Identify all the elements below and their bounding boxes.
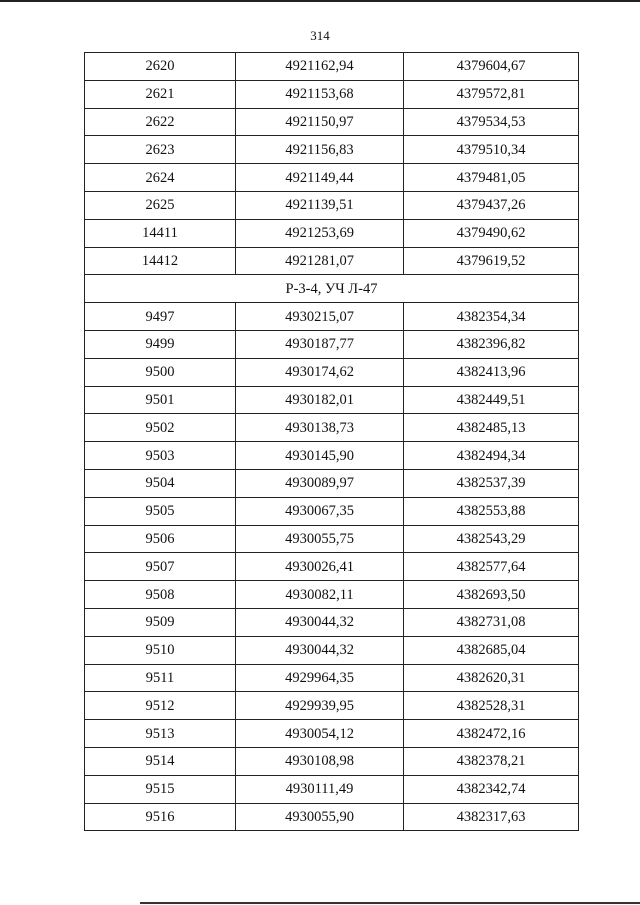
table-row xyxy=(85,469,579,497)
section-title: Р-3-4, УЧ Л-47 xyxy=(85,275,579,303)
y-coordinate-cell: 4382472,16 xyxy=(404,720,579,748)
table-row xyxy=(85,720,579,748)
table-row xyxy=(85,303,579,331)
table-row xyxy=(85,553,579,581)
x-coordinate-cell: 4921281,07 xyxy=(236,247,404,275)
y-coordinate-cell: 4382396,82 xyxy=(404,330,579,358)
point-number-cell: 9504 xyxy=(85,469,236,497)
table-body-top xyxy=(85,53,579,275)
y-coordinate-cell: 4382553,88 xyxy=(404,497,579,525)
y-coordinate-cell: 4382731,08 xyxy=(404,608,579,636)
point-number-cell: 2623 xyxy=(85,136,236,164)
point-number-cell: 2625 xyxy=(85,191,236,219)
point-number-cell: 9508 xyxy=(85,581,236,609)
y-coordinate-cell: 4382342,74 xyxy=(404,775,579,803)
y-coordinate-cell: 4382494,34 xyxy=(404,442,579,470)
y-coordinate-cell: 4379481,05 xyxy=(404,164,579,192)
table-row xyxy=(85,80,579,108)
y-coordinate-cell: 4382543,29 xyxy=(404,525,579,553)
x-coordinate-cell: 4930054,12 xyxy=(236,720,404,748)
point-number-cell: 9510 xyxy=(85,636,236,664)
x-coordinate-cell: 4930055,90 xyxy=(236,803,404,831)
x-coordinate-cell: 4930215,07 xyxy=(236,303,404,331)
y-coordinate-cell: 4379534,53 xyxy=(404,108,579,136)
table-row xyxy=(85,608,579,636)
point-number-cell: 14411 xyxy=(85,219,236,247)
y-coordinate-cell: 4382620,31 xyxy=(404,664,579,692)
table-row xyxy=(85,775,579,803)
table-body-bottom xyxy=(85,303,579,831)
table-section-header xyxy=(85,275,579,303)
x-coordinate-cell: 4921253,69 xyxy=(236,219,404,247)
table-row xyxy=(85,497,579,525)
table-row xyxy=(85,803,579,831)
table-row xyxy=(85,136,579,164)
x-coordinate-cell: 4929939,95 xyxy=(236,692,404,720)
point-number-cell: 9514 xyxy=(85,747,236,775)
y-coordinate-cell: 4382354,34 xyxy=(404,303,579,331)
y-coordinate-cell: 4379510,34 xyxy=(404,136,579,164)
point-number-cell: 9507 xyxy=(85,553,236,581)
point-number-cell: 9502 xyxy=(85,414,236,442)
point-number-cell: 2621 xyxy=(85,80,236,108)
table-row xyxy=(85,330,579,358)
point-number-cell: 9515 xyxy=(85,775,236,803)
table-row xyxy=(85,358,579,386)
y-coordinate-cell: 4382537,39 xyxy=(404,469,579,497)
x-coordinate-cell: 4921156,83 xyxy=(236,136,404,164)
point-number-cell: 14412 xyxy=(85,247,236,275)
point-number-cell: 9501 xyxy=(85,386,236,414)
x-coordinate-cell: 4921162,94 xyxy=(236,53,404,81)
table-row xyxy=(85,414,579,442)
bottom-border-line xyxy=(140,902,640,904)
point-number-cell: 9509 xyxy=(85,608,236,636)
point-number-cell: 9497 xyxy=(85,303,236,331)
y-coordinate-cell: 4382378,21 xyxy=(404,747,579,775)
coordinates-table xyxy=(84,52,579,831)
y-coordinate-cell: 4382577,64 xyxy=(404,553,579,581)
x-coordinate-cell: 4929964,35 xyxy=(236,664,404,692)
y-coordinate-cell: 4382449,51 xyxy=(404,386,579,414)
point-number-cell: 9506 xyxy=(85,525,236,553)
x-coordinate-cell: 4930082,11 xyxy=(236,581,404,609)
y-coordinate-cell: 4382317,63 xyxy=(404,803,579,831)
point-number-cell: 9511 xyxy=(85,664,236,692)
y-coordinate-cell: 4379572,81 xyxy=(404,80,579,108)
y-coordinate-cell: 4382413,96 xyxy=(404,358,579,386)
table-row xyxy=(85,219,579,247)
table-row xyxy=(85,664,579,692)
point-number-cell: 9503 xyxy=(85,442,236,470)
table-row xyxy=(85,636,579,664)
point-number-cell: 9505 xyxy=(85,497,236,525)
x-coordinate-cell: 4930138,73 xyxy=(236,414,404,442)
table-row xyxy=(85,191,579,219)
point-number-cell: 9499 xyxy=(85,330,236,358)
x-coordinate-cell: 4921150,97 xyxy=(236,108,404,136)
table-row xyxy=(85,386,579,414)
point-number-cell: 2624 xyxy=(85,164,236,192)
table-row xyxy=(85,442,579,470)
y-coordinate-cell: 4379604,67 xyxy=(404,53,579,81)
table-row xyxy=(85,53,579,81)
table-row xyxy=(85,692,579,720)
x-coordinate-cell: 4930174,62 xyxy=(236,358,404,386)
section-row xyxy=(85,275,579,303)
table-row xyxy=(85,525,579,553)
x-coordinate-cell: 4921149,44 xyxy=(236,164,404,192)
x-coordinate-cell: 4930044,32 xyxy=(236,636,404,664)
point-number-cell: 9500 xyxy=(85,358,236,386)
y-coordinate-cell: 4379619,52 xyxy=(404,247,579,275)
point-number-cell: 9512 xyxy=(85,692,236,720)
x-coordinate-cell: 4930044,32 xyxy=(236,608,404,636)
x-coordinate-cell: 4930089,97 xyxy=(236,469,404,497)
x-coordinate-cell: 4930026,41 xyxy=(236,553,404,581)
y-coordinate-cell: 4382485,13 xyxy=(404,414,579,442)
x-coordinate-cell: 4930055,75 xyxy=(236,525,404,553)
y-coordinate-cell: 4382685,04 xyxy=(404,636,579,664)
point-number-cell: 9513 xyxy=(85,720,236,748)
x-coordinate-cell: 4930111,49 xyxy=(236,775,404,803)
y-coordinate-cell: 4382693,50 xyxy=(404,581,579,609)
x-coordinate-cell: 4930108,98 xyxy=(236,747,404,775)
x-coordinate-cell: 4930182,01 xyxy=(236,386,404,414)
y-coordinate-cell: 4379490,62 xyxy=(404,219,579,247)
page-number: 314 xyxy=(310,28,330,43)
table-row xyxy=(85,164,579,192)
point-number-cell: 2622 xyxy=(85,108,236,136)
top-border-line xyxy=(0,0,640,2)
y-coordinate-cell: 4379437,26 xyxy=(404,191,579,219)
table-row xyxy=(85,581,579,609)
x-coordinate-cell: 4930187,77 xyxy=(236,330,404,358)
y-coordinate-cell: 4382528,31 xyxy=(404,692,579,720)
x-coordinate-cell: 4921153,68 xyxy=(236,80,404,108)
table-row xyxy=(85,108,579,136)
table-row xyxy=(85,247,579,275)
point-number-cell: 2620 xyxy=(85,53,236,81)
table-row xyxy=(85,747,579,775)
x-coordinate-cell: 4921139,51 xyxy=(236,191,404,219)
x-coordinate-cell: 4930145,90 xyxy=(236,442,404,470)
x-coordinate-cell: 4930067,35 xyxy=(236,497,404,525)
point-number-cell: 9516 xyxy=(85,803,236,831)
